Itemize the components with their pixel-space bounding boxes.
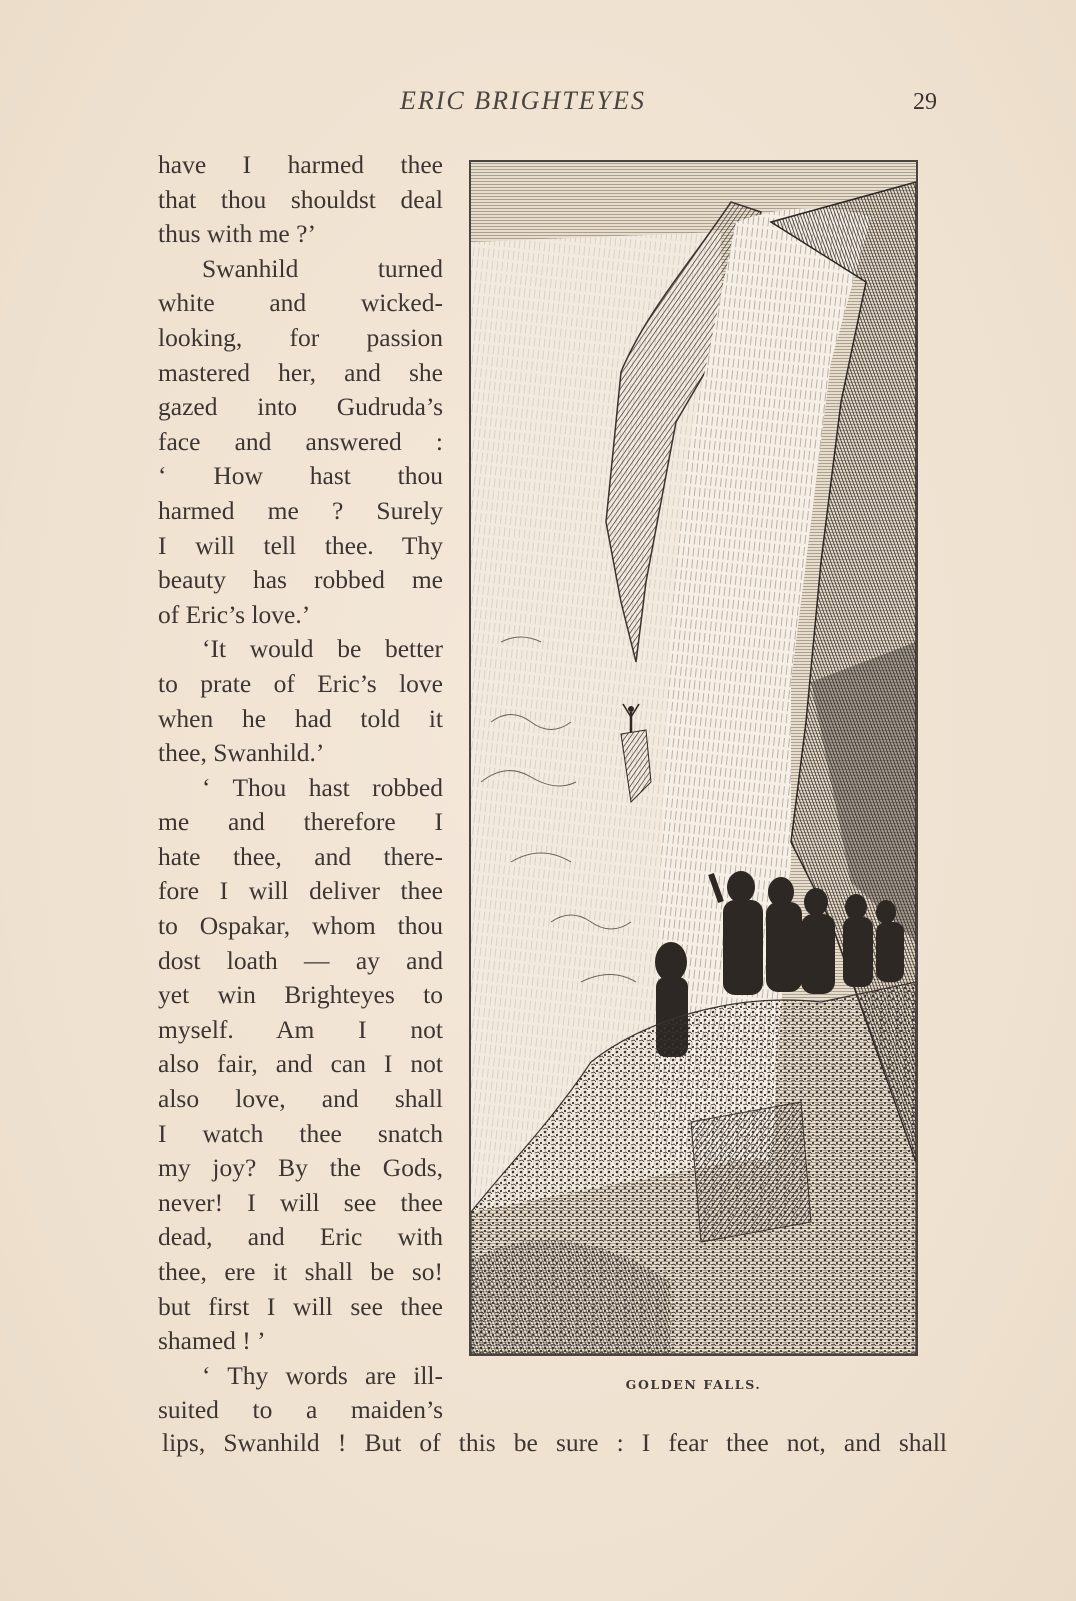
text-line: shamed ! ’ [158, 1326, 266, 1356]
text-line: dead, and Eric with [158, 1222, 443, 1252]
text-line: myself. Am I not [158, 1014, 443, 1044]
text-line: that thou shouldst deal [158, 184, 443, 214]
page-number: 29 [913, 89, 937, 115]
text-line: thus with me ?’ [158, 219, 316, 249]
text-line: white and wicked- [158, 288, 443, 318]
text-line: I will tell thee. Thy [158, 530, 443, 560]
text-line: gazed into Gudruda’s [158, 392, 443, 422]
waterfall-illustration [469, 160, 918, 1356]
text-line: but first I will see thee [158, 1291, 443, 1321]
text-line: mastered her, and she [158, 357, 443, 387]
text-line: I watch thee snatch [158, 1118, 443, 1148]
text-line: ‘ Thou hast robbed [202, 772, 443, 802]
text-line: have I harmed thee [158, 150, 443, 179]
text-column [158, 148, 443, 1428]
running-title: ERIC BRIGHTEYES [400, 86, 646, 115]
text-line: of Eric’s love.’ [158, 599, 311, 629]
text-line: harmed me ? Surely [158, 495, 443, 525]
text-line: suited to a maiden’s [158, 1395, 443, 1425]
text-line: me and therefore I [158, 807, 443, 837]
text-line: thee, Swanhild.’ [158, 738, 325, 768]
text-line: face and answered : [158, 426, 443, 456]
text-line: ‘ How hast thou [158, 461, 443, 491]
figure-caption: GOLDEN FALLS. [625, 1377, 762, 1392]
text-line: to Ospakar, whom thou [158, 911, 443, 941]
text-line: hate thee, and there- [158, 841, 443, 871]
text-line: also fair, and can I not [158, 1049, 443, 1079]
text-line: my joy? By the Gods, [158, 1153, 443, 1183]
text-line: ‘ Thy words are ill- [202, 1360, 443, 1390]
text-line: also love, and shall [158, 1084, 443, 1114]
text-line: beauty has robbed me [158, 565, 443, 595]
text-line: ‘It would be better [202, 634, 443, 664]
text-line: never! I will see thee [158, 1187, 443, 1217]
full-width-text-line: lips, Swanhild ! But of this be sure : I fear thee not, and shall [162, 1428, 947, 1457]
text-line: when he had told it [158, 703, 443, 733]
text-line: Swanhild turned [202, 253, 443, 283]
text-line: fore I will deliver thee [158, 876, 443, 906]
text-line: looking, for passion [158, 322, 443, 352]
text-line: dost loath — ay and [158, 945, 443, 975]
text-line: yet win Brighteyes to [158, 980, 443, 1010]
text-line: thee, ere it shall be so! [158, 1257, 443, 1286]
text-line: to prate of Eric’s love [158, 668, 443, 698]
